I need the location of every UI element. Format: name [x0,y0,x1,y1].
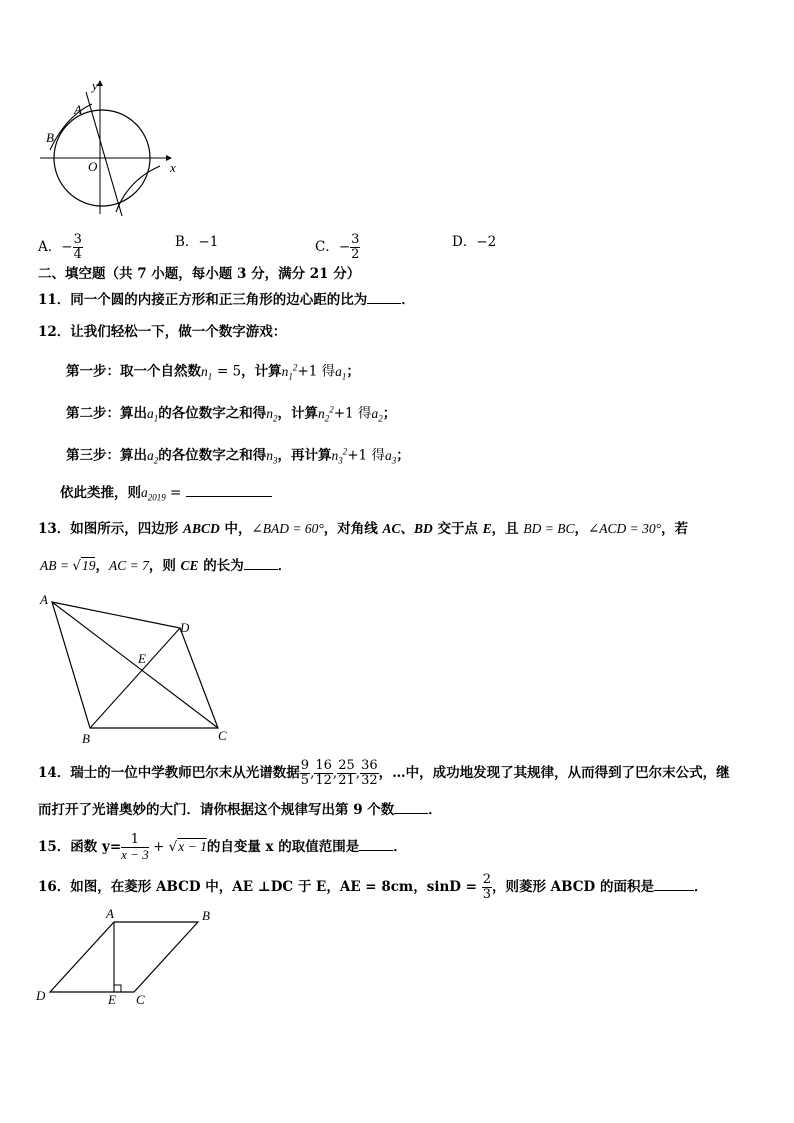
answer-blank[interactable] [186,484,272,497]
question-16: 16．如图，在菱形 ABCD 中，AE ⊥DC 于 E，AE = 8cm，sinD = $\frac{2}{3}$ ，则菱形 ABCD 的面积是 ． [38,872,708,902]
fraction: $\frac{2}{3}$ [482,872,491,902]
fraction: $\frac{1}{x - 3}$ [121,832,149,862]
option-letter: D． [452,234,477,250]
option-letter: C． [315,239,339,255]
fraction: $\frac{36}{32}$ [361,758,378,788]
option-fraction: $\frac{3}{4}$ [73,232,82,262]
option-sign: − [338,239,351,255]
question-14-line2: 而打开了光谱奥妙的大门．请你根据这个规律写出第 9 个数 ． [38,802,442,818]
option-value: −1 [198,234,219,250]
point-e-label: E [138,651,146,666]
point-a-label: A [74,102,82,117]
vertex-d-label: D [180,620,190,635]
y-axis-arrow [97,80,103,86]
axis-y-label: y [92,78,98,93]
vertex-d-label: D [36,988,46,1003]
question-15: 15．函数 y= $\frac{1}{x - 3}$ + √x − 1的自变量 x 的取值范围是 ． [38,832,407,862]
vertex-b-label: B [202,908,210,923]
option-d [452,233,496,251]
vertex-a-label: A [40,592,48,607]
question-13-line2: AB = √19，AC = 7，则 CE 的长为 ． [40,558,292,574]
diagonal-bd [90,628,180,728]
vertex-a-label: A [106,906,114,921]
question-12-intro: 12．让我们轻松一下，做一个数字游戏： [38,324,287,340]
circle-axes-figure [36,76,186,218]
question-14-line1: 14．瑞士的一位中学教师巴尔末从光谱数据 $\frac{9}{5}$ , $\frac{16}{12}$ , $\frac{25}{21}$ , $\frac{36}{32}$ ，…中，成功地发现了其规律，从而得到了巴尔末公式，继 [38,758,730,788]
point-b-label: B [46,130,54,145]
vertex-b-label: B [82,731,90,746]
question-12-step3: 第三步：算出$a_2$的各位数字之和得$n_3$，再计算$n_3^2+1$ 得$a_3$； [66,446,410,466]
origin-label: O [88,159,98,174]
vertex-c-label: C [136,992,145,1007]
answer-blank[interactable] [359,838,393,851]
option-letter: A． [38,239,62,255]
answer-blank[interactable] [394,801,428,814]
quadrilateral-figure [36,590,236,746]
axis-x-label: x [170,160,176,175]
question-11: 11．同一个圆的内接正方形和正三角形的边心距的比为 ． [38,292,415,308]
option-a [38,233,83,262]
option-letter: B． [175,234,199,250]
option-c [315,233,360,262]
fraction: $\frac{25}{21}$ [338,758,355,788]
section-title: 二、填空题（共 7 小题，每小题 3 分，满分 21 分） [38,266,361,282]
right-angle-mark [114,985,121,992]
point-e-label: E [108,992,116,1007]
option-b [175,233,218,251]
question-12-step2: 第二步：算出$a_1$的各位数字之和得$n_2$，计算$n_2^2+1$ 得$a_2$； [66,404,397,424]
question-12-step1: 第一步：取一个自然数$n_1 = 5$，计算$n_1^2+1$ 得$a_1$； [66,362,360,382]
rhombus-figure [34,906,224,1010]
option-fraction: $\frac{3}{2}$ [351,232,360,262]
diagonal-ac [52,602,218,728]
rhombus-abcd [50,922,198,992]
answer-blank[interactable] [654,878,694,891]
answer-blank[interactable] [244,557,278,570]
question-12-final: 依此类推，则$a_{2019}$ = [60,484,272,507]
question-13-line1: 13．如图所示，四边形 ABCD 中，∠BAD = 60°，对角线 AC、BD 交于点 E，且 BD = BC，∠ACD = 30°，若 [38,521,689,537]
vertex-c-label: C [218,728,227,743]
answer-blank[interactable] [367,291,401,304]
fraction: $\frac{9}{5}$ [300,758,310,788]
option-value: −2 [476,234,497,250]
option-sign: − [61,239,73,255]
fraction: $\frac{16}{12}$ [315,758,332,788]
